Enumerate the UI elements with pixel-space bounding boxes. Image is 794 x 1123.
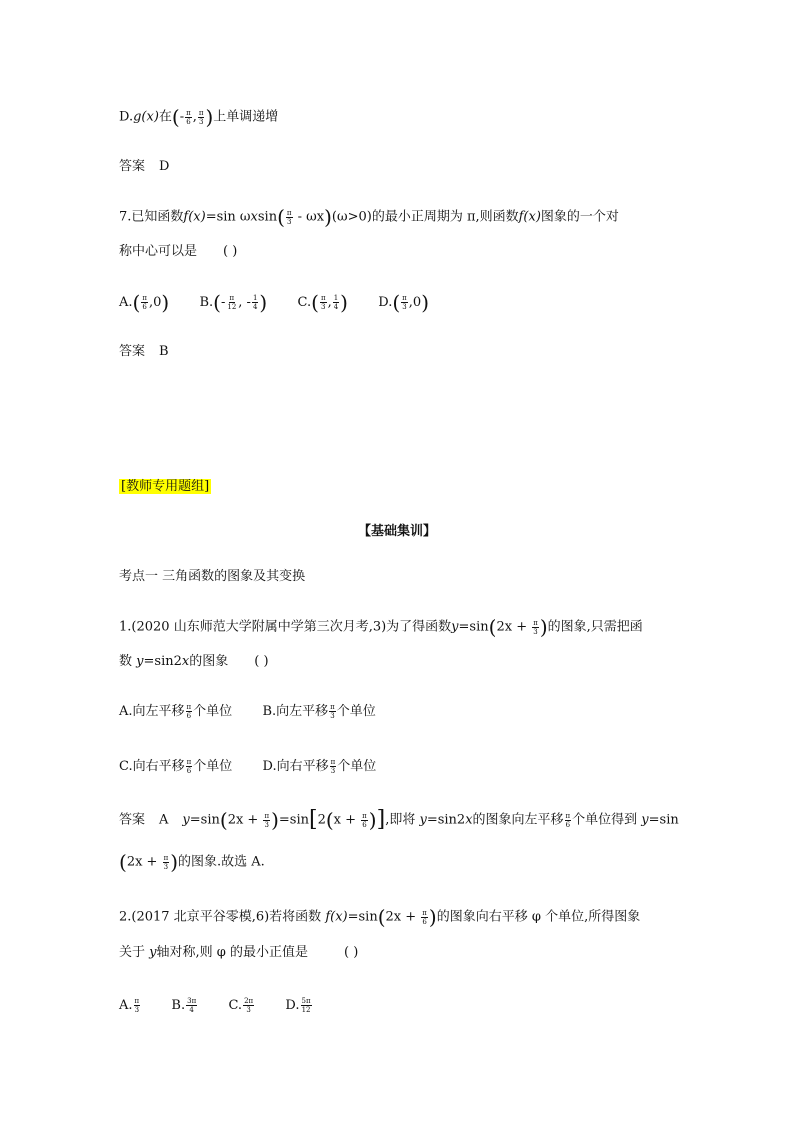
fraction: $\frac{\pi}{6}$: [362, 811, 367, 829]
answer-blank: ( ): [254, 654, 269, 669]
fraction: $\frac{5\pi}{12}$: [301, 997, 311, 1014]
fraction: $\frac{\pi}{3}$: [198, 108, 204, 126]
answer-q1-line1: 答案 A y=sin(2x + $\frac{\pi}{3}$ )=sin[2(x + $\frac{\pi}{6}$ )],即将 y=sin2x的图象向左平移 $\frac{\pi}{6}$ 个单位得到 y=sin: [119, 807, 679, 832]
q7-line1: 7.已知函数f(x)=sin ωxsin( $\frac{\pi}{3}$ - ωx)(ω>0)的最小正周期为 π,则函数f(x)图象的一个对: [119, 205, 619, 229]
option-d-prev: D.g(x)在(- $\frac{\pi}{6}$ , $\frac{\pi}{3}$ )上单调递增: [119, 105, 279, 129]
q1-line2: 数 y=sin2x的图象 ( ): [119, 654, 269, 669]
fraction: $\frac{\pi}{6}$: [186, 758, 192, 775]
fraction: $\frac{\pi}{3}$: [264, 811, 270, 829]
option-c: C.向右平移 $\frac{\pi}{6}$ 个单位: [119, 758, 233, 775]
fraction: $\frac{\pi}{3}$: [533, 618, 538, 636]
fraction: $\frac{\pi}{3}$: [134, 997, 140, 1014]
option-c: C. $\frac{2\pi}{3}$: [228, 997, 254, 1014]
answer-blank: ( ): [223, 244, 238, 259]
option-d: D.( $\frac{\pi}{3}$ ,0): [378, 290, 429, 314]
fraction: $\frac{\pi}{3}$: [402, 293, 407, 311]
fraction: $\frac{\pi}{3}$: [286, 208, 292, 226]
fraction: $\frac{3\pi}{4}$: [187, 997, 197, 1014]
option-b: B.向左平移 $\frac{\pi}{3}$ 个单位: [262, 703, 376, 720]
fraction: $\frac{\pi}{3}$: [320, 293, 326, 311]
option-b: B. $\frac{3\pi}{4}$: [171, 997, 197, 1014]
fraction: $\frac{1}{4}$: [252, 293, 258, 311]
q7-options: [119, 292, 429, 313]
fraction: $\frac{\pi}{6}$: [186, 108, 191, 126]
section-title: 【基础集训】: [357, 524, 436, 539]
teacher-tag: [教师专用题组]: [121, 479, 210, 494]
fraction: $\frac{2\pi}{3}$: [244, 997, 254, 1014]
fraction: $\frac{\pi}{3}$: [330, 758, 336, 775]
answer-q1-line2: (2x + $\frac{\pi}{3}$ )的图象.故选 A.: [119, 850, 265, 874]
q1-options-cd: [119, 757, 376, 777]
option-a: A.向左平移 $\frac{\pi}{6}$ 个单位: [119, 703, 233, 720]
option-a: A.( $\frac{\pi}{6}$ ,0): [119, 290, 170, 314]
q7-line2: 称中心可以是 ( ): [119, 244, 238, 259]
fraction: $\frac{\pi}{6}$: [422, 908, 427, 926]
fraction: $\frac{\pi}{6}$: [565, 811, 571, 829]
answer-prev: 答案 D: [119, 159, 170, 174]
q2-line1: 2.(2017 北京平谷零模,6)若将函数 f(x)=sin(2x + $\frac{\pi}{6}$ )的图象向右平移 φ 个单位,所得图象: [119, 905, 641, 929]
q2-options: [119, 996, 313, 1016]
q1-options-ab: [119, 702, 376, 722]
fraction: $\frac{\pi}{12}$: [227, 293, 237, 311]
option-b: B.(- $\frac{\pi}{12}$ , - $\frac{1}{4}$ ): [199, 290, 268, 314]
q2-line2: 关于 y轴对称,则 φ 的最小正值是 ( ): [119, 945, 359, 960]
fraction: $\frac{\pi}{3}$: [330, 703, 335, 720]
fraction: $\frac{\pi}{6}$: [142, 293, 147, 311]
topic-heading: 考点一 三角函数的图象及其变换: [119, 569, 306, 584]
fraction: $\frac{\pi}{6}$: [186, 703, 192, 720]
answer-blank: ( ): [344, 945, 359, 960]
q1-line1: 1.(2020 山东师范大学附属中学第三次月考,3)为了得函数y=sin(2x + $\frac{\pi}{3}$ )的图象,只需把函: [119, 615, 643, 639]
answer-q7: 答案 B: [119, 344, 169, 359]
option-c: C.( $\frac{\pi}{3}$ , $\frac{1}{4}$ ): [297, 290, 348, 314]
option-d: D.向右平移 $\frac{\pi}{3}$ 个单位: [262, 758, 377, 775]
fraction: $\frac{1}{4}$: [333, 293, 339, 311]
option-a: A. $\frac{\pi}{3}$: [119, 997, 140, 1014]
fraction: $\frac{\pi}{3}$: [163, 853, 169, 871]
option-d: D. $\frac{5\pi}{12}$: [285, 997, 311, 1014]
